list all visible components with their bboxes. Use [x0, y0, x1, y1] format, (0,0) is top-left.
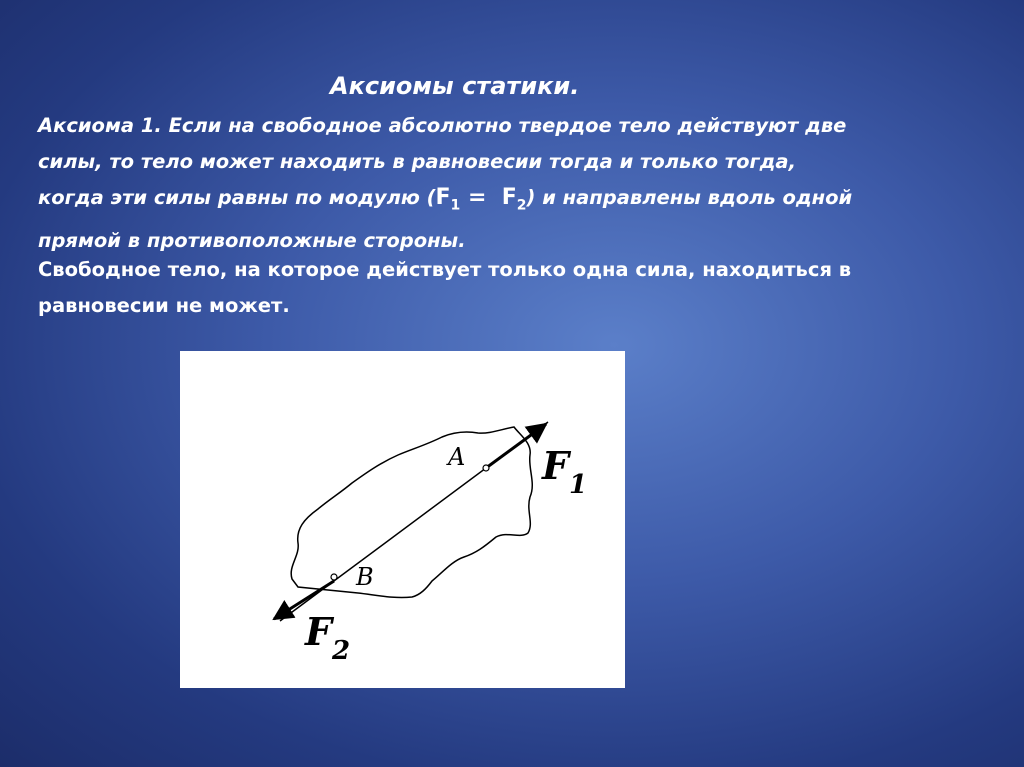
axiom-line-2: силы, то тело может находить в равновесии тогда и только тогда,: [38, 150, 796, 173]
force-diagram: [180, 351, 625, 688]
axiom-line-3: когда эти силы равны по модулю $(F_1 = F_2)$ и направлены вдоль одной: [38, 185, 853, 214]
axiom-line-4: прямой в противоположные стороны.: [38, 229, 466, 253]
force-f2-label: $F_2$: [305, 609, 351, 666]
note-line-1: Свободное тело, на которое действует только одна сила, находиться в: [38, 258, 852, 281]
note-line-2: равновесии не может.: [38, 294, 290, 317]
point-a-label: A: [448, 443, 466, 471]
note-text: [38, 252, 988, 324]
slide-title: Аксиомы статики.: [330, 72, 580, 100]
rigid-body-outline: [291, 427, 532, 598]
point-b-dot: [331, 574, 337, 580]
point-a-dot: [483, 465, 489, 471]
force-f1-label: $F_1$: [542, 443, 588, 500]
axiom-line-1: Аксиома 1. Если на свободное абсолютно твердое тело действуют две: [38, 114, 847, 137]
force-diagram-svg: [180, 351, 625, 688]
force-equality-formula: $F_1 = F_2$: [435, 185, 527, 214]
point-b-label: B: [356, 563, 374, 591]
axiom-text: [38, 108, 988, 259]
